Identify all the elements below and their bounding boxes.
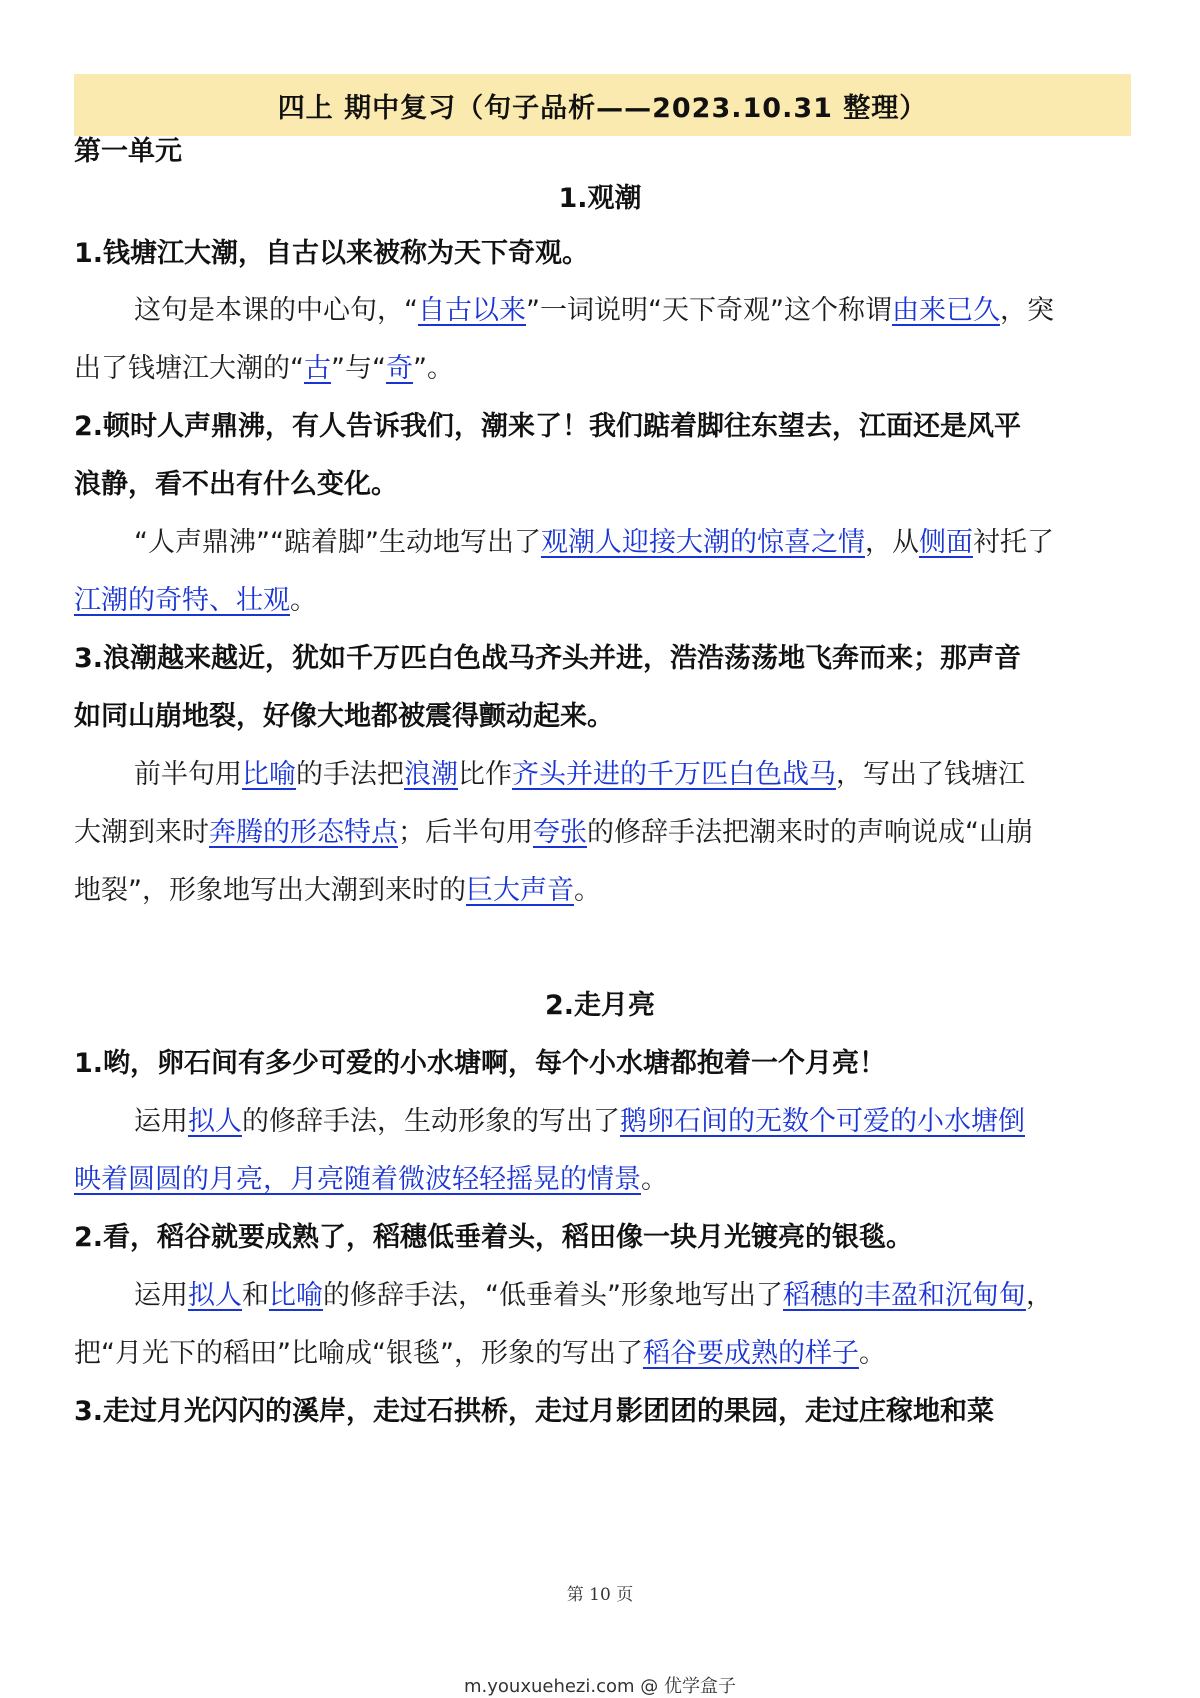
keyword: 由来已久 xyxy=(891,295,1000,326)
keyword: 古 xyxy=(304,353,331,384)
question-line: 浪静，看不出有什么变化。 xyxy=(74,469,398,500)
keyword: 稻谷要成熟的样子 xyxy=(642,1338,859,1369)
question-line: 如同山崩地裂，好像大地都被震得颤动起来。 xyxy=(74,701,614,732)
question-line: 1.哟，卵石间有多少可爱的小水塘啊，每个小水塘都抱着一个月亮！ xyxy=(74,1048,887,1079)
unit-heading: 第一单元 xyxy=(74,136,182,167)
answer-line: 映着圆圆的月亮，月亮随着微波轻轻摇晃的情景。 xyxy=(74,1164,668,1195)
answer-line: 地裂”，形象地写出大潮到来时的巨大声音。 xyxy=(74,875,601,906)
keyword: 稻穗的丰盈和沉甸甸 xyxy=(782,1280,1026,1311)
keyword: 鹅卵石间的无数个可爱的小水塘倒 xyxy=(620,1106,1025,1137)
keyword: 巨大声音 xyxy=(466,875,574,906)
title-text: 四上 期中复习（句子品析——2023.10.31 整理） xyxy=(277,92,928,124)
keyword: 拟人 xyxy=(188,1280,242,1311)
answer-line: 江潮的奇特、壮观。 xyxy=(74,585,317,616)
document-title xyxy=(74,74,1131,136)
answer-line: 运用拟人的修辞手法，生动形象的写出了鹅卵石间的无数个可爱的小水塘倒 xyxy=(134,1106,1025,1137)
keyword: 侧面 xyxy=(918,527,973,558)
lesson-heading: 1.观潮 xyxy=(558,183,642,214)
keyword: 奇 xyxy=(385,353,413,384)
answer-line: 这句是本课的中心句，“自古以来”一词说明“天下奇观”这个称谓由来已久，突 xyxy=(134,295,1054,326)
answer-line: “人声鼎沸”“踮着脚”生动地写出了观潮人迎接大潮的惊喜之情，从侧面衬托了 xyxy=(134,527,1054,558)
answer-line: 大潮到来时奔腾的形态特点；后半句用夸张的修辞手法把潮来时的声响说成“山崩 xyxy=(74,817,1033,848)
keyword: 比喻 xyxy=(242,759,296,790)
answer-line: 出了钱塘江大潮的“古”与“奇”。 xyxy=(74,353,454,384)
keyword: 比喻 xyxy=(269,1280,323,1311)
keyword: 拟人 xyxy=(188,1106,242,1137)
keyword: 夸张 xyxy=(533,817,587,848)
footer-watermark: m.youxuehezi.com @ 优学盒子 xyxy=(463,1676,736,1697)
question-line: 2.顿时人声鼎沸，有人告诉我们，潮来了！我们踮着脚往东望去，江面还是风平 xyxy=(74,411,1022,442)
keyword: 浪潮 xyxy=(404,759,458,790)
keyword: 映着圆圆的月亮，月亮随着微波轻轻摇晃的情景 xyxy=(74,1164,641,1195)
page-number: 第 10 页 xyxy=(566,1585,634,1605)
keyword: 齐头并进的千万匹白色战马 xyxy=(512,759,836,790)
keyword: 奔腾的形态特点 xyxy=(209,817,398,848)
keyword: 江潮的奇特、壮观 xyxy=(74,585,290,616)
question-line: 1.钱塘江大潮，自古以来被称为天下奇观。 xyxy=(74,238,590,269)
question-line: 3.走过月光闪闪的溪岸，走过石拱桥，走过月影团团的果园，走过庄稼地和菜 xyxy=(74,1396,995,1427)
answer-line: 前半句用比喻的手法把浪潮比作齐头并进的千万匹白色战马，写出了钱塘江 xyxy=(134,759,1025,790)
question-line: 2.看，稻谷就要成熟了，稻穗低垂着头，稻田像一块月光镀亮的银毯。 xyxy=(74,1222,914,1253)
lesson-heading: 2.走月亮 xyxy=(544,990,656,1021)
keyword: 观潮人迎接大潮的惊喜之情 xyxy=(540,527,865,558)
answer-line: 把“月光下的稻田”比喻成“银毯”，形象的写出了稻谷要成熟的样子。 xyxy=(74,1338,886,1369)
keyword: 自古以来 xyxy=(418,295,526,326)
answer-line: 运用拟人和比喻的修辞手法，“低垂着头”形象地写出了稻穗的丰盈和沉甸甸， xyxy=(134,1280,1053,1311)
question-line: 3.浪潮越来越近，犹如千万匹白色战马齐头并进，浩浩荡荡地飞奔而来；那声音 xyxy=(74,643,1022,674)
